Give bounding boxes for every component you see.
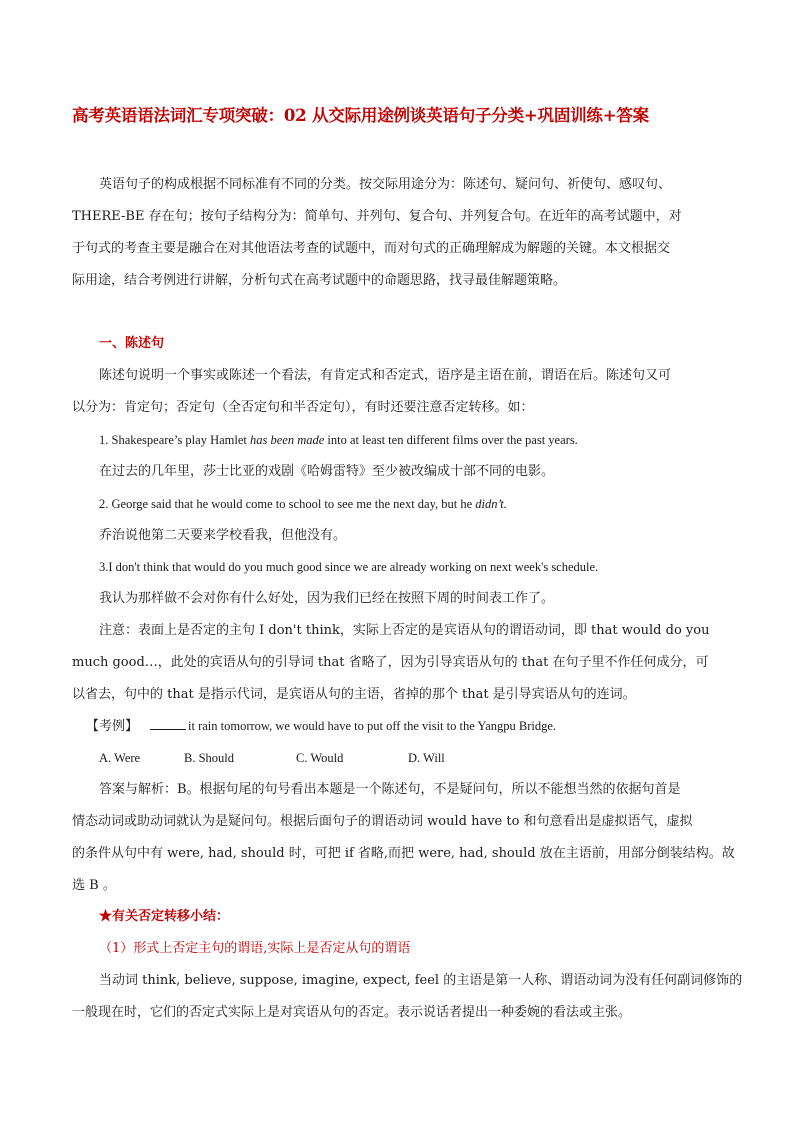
document-title: 高考英语语法词汇专项突破：02 从交际用途例谈英语句子分类+巩固训练+答案 (72, 106, 649, 125)
example-2-translation: 乔治说他第二天要来学校看我，但他没有。 (99, 528, 347, 543)
summary-heading: ★有关否定转移小结： (99, 909, 230, 924)
answer-blank (150, 718, 186, 730)
section-desc-line-2: 以分为：肯定句；否定句（全否定句和半否定句），有时还要注意否定转移。如： (72, 400, 534, 415)
answer-line-3: 的条件从句中有 were, had, should 时，可把 if 省略,而把 were, had, should 放在主语前，用部分倒装结构。故 (72, 846, 735, 861)
example-1 (99, 431, 578, 449)
option-d: D. Will (408, 751, 445, 765)
exam-question (86, 717, 556, 736)
example-1-translation: 在过去的几年里，莎士比亚的戏剧《哈姆雷特》至少被改编成十部不同的电影。 (99, 464, 555, 479)
intro-line-4: 际用途，结合考例进行讲解，分析句式在高考试题中的命题思路，找寻最佳解题策略。 (72, 273, 567, 288)
option-c: C. Would (296, 751, 344, 765)
note-line-2: much good…，此处的宾语从句的引导词 that 省略了，因为引导宾语从句的 that 在句子里不作任何成分，可 (72, 655, 709, 670)
option-b: B. Should (184, 751, 235, 765)
example-2 (99, 495, 507, 513)
example-3: 3.I don't think that would do you much good since we are already working on next week's schedule. (99, 560, 599, 574)
summary-text-line-1: 当动词 think, believe, suppose, imagine, expect, feel 的主语是第一人称、谓语动词为没有任何副词修饰的 (99, 973, 743, 988)
intro-line-1: 英语句子的构成根据不同标准有不同的分类。按交际用途分为：陈述句、疑问句、祈使句、感叹句、 (99, 177, 672, 192)
intro-line-3: 于句式的考查主要是融合在对其他语法考查的试题中，而对句式的正确理解成为解题的关键。本文根据交 (72, 241, 671, 256)
section-desc-line-1: 陈述句说明一个事实或陈述一个看法，有肯定式和否定式，语序是主语在前，谓语在后。陈述句又可 (99, 368, 672, 383)
example-2-emphasis: didn’t. (475, 497, 507, 511)
note-line-1: 注意：表面上是否定的主句 I don't think，实际上否定的是宾语从句的谓语动词，即 that would do you (99, 623, 710, 638)
note-line-3: 以省去，句中的 that 是指示代词，是宾语从句的主语，省掉的那个 that 是引导宾语从句的连词。 (72, 687, 636, 702)
example-3-translation: 我认为那样做不会对你有什么好处，因为我们已经在按照下周的时间表工作了。 (99, 591, 555, 606)
exam-question-text: it rain tomorrow, we would have to put off the visit to the Yangpu Bridge. (188, 719, 557, 733)
summary-text-line-2: 一般现在时，它们的否定式实际上是对宾语从句的否定。表示说话者提出一种委婉的看法或主张。 (72, 1005, 632, 1020)
answer-line-2: 情态动词或助动词就认为是疑问句。根据后面句子的谓语动词 would have to 和句意看出是虚拟语气，虚拟 (72, 814, 693, 829)
answer-line-4: 选 B 。 (72, 878, 116, 893)
example-2-pre: 2. George said that he would come to school to see me the next day, but he (99, 497, 476, 511)
section-heading-declarative: 一、陈述句 (99, 336, 165, 351)
exam-label: 【考例】 (86, 719, 139, 734)
intro-line-2: THERE-BE 存在句；按句子结构分为：简单句、并列句、复合句、并列复合句。在近年的高考试题中，对 (72, 209, 682, 224)
option-a: A. Were (99, 751, 141, 765)
answer-line-1: 答案与解析：B。根据句尾的句号看出本题是一个陈述句，不是疑问句，所以不能想当然的依据句首是 (99, 782, 681, 797)
summary-subheading-1: （1）形式上否定主句的谓语,实际上是否定从句的谓语 (99, 941, 411, 956)
example-1-pre: 1. Shakespeare’s play Hamlet (99, 433, 250, 447)
example-1-post: into at least ten different films over the past years. (324, 433, 578, 447)
example-1-emphasis: has been made (250, 433, 325, 447)
